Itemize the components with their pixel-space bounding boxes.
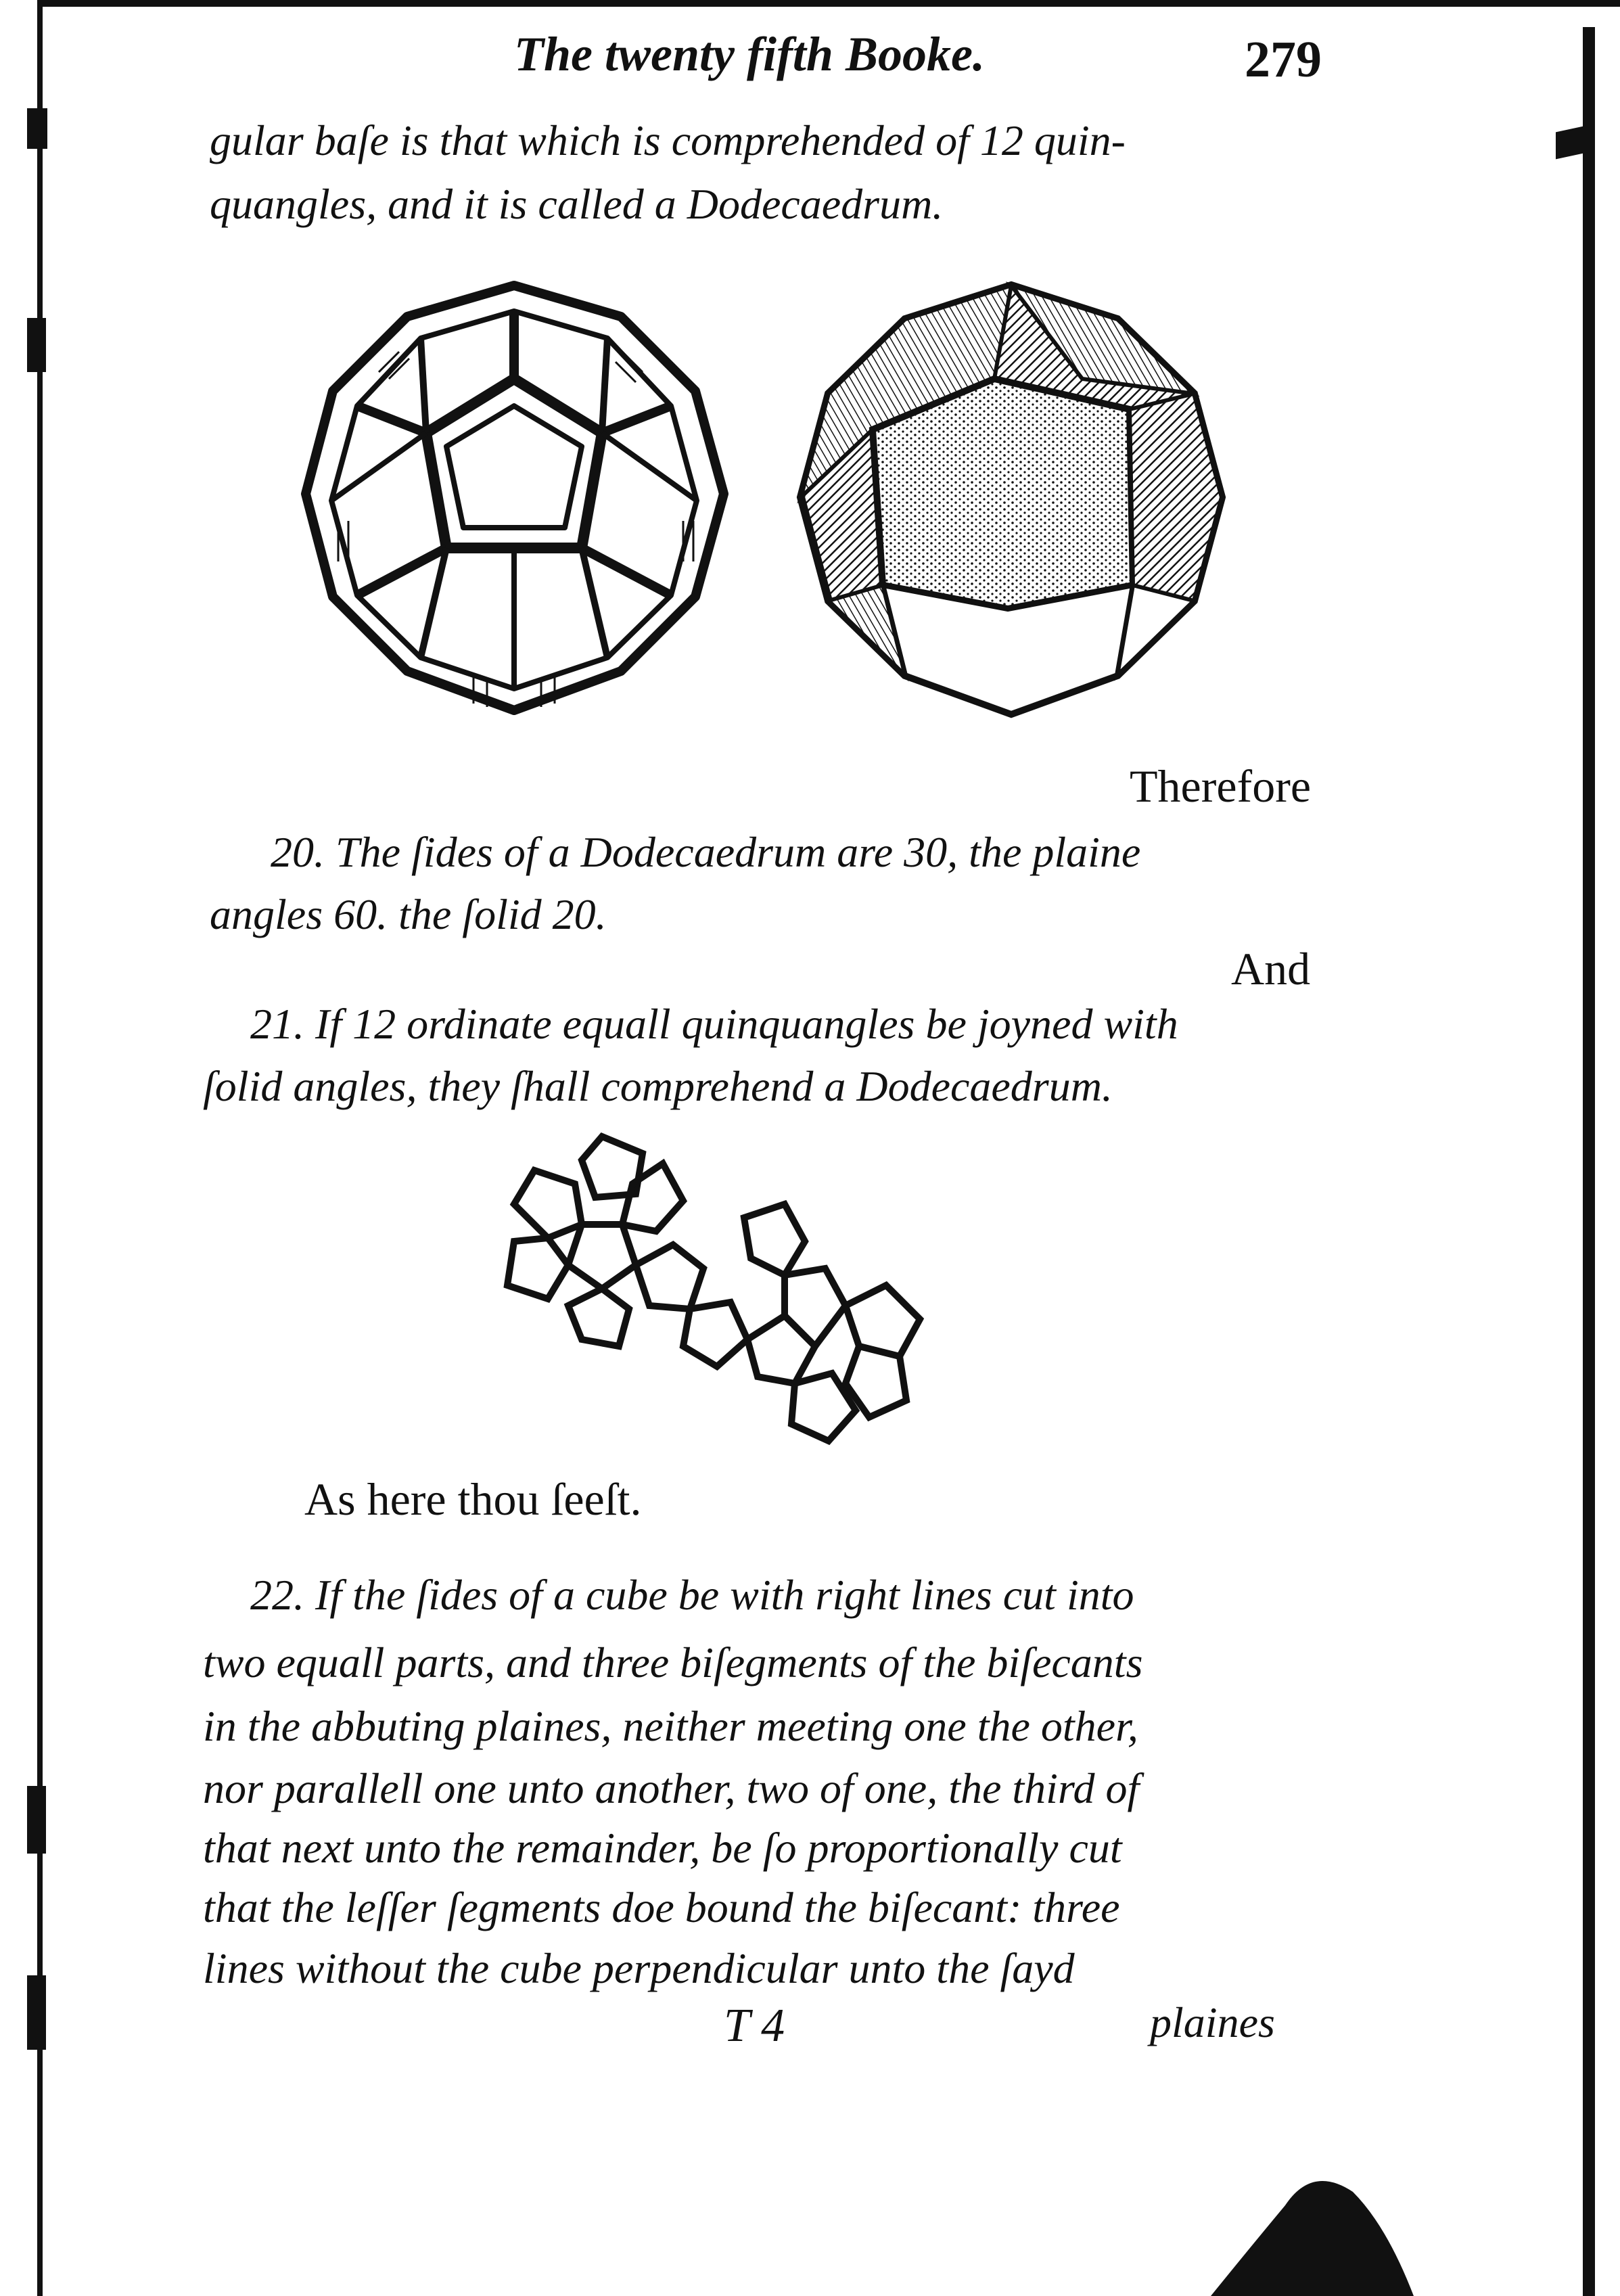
left-edge-mark — [27, 318, 46, 372]
proposition-20-line: 20. The ſides of a Dodecaedrum are 30, the plaine — [271, 828, 1141, 876]
left-edge-mark — [27, 1975, 46, 2050]
proposition-22-line: that next unto the remainder, be ſo proportionally cut — [203, 1824, 1122, 1872]
intro-line: quangles, and it is called a Dodecaedrum. — [210, 180, 944, 228]
proposition-22-line: nor parallell one unto another, two of one, the third of — [203, 1764, 1140, 1812]
proposition-22-line: 22. If the ſides of a cube be with right lines cut into — [250, 1571, 1134, 1619]
proposition-22-line: two equall parts, and three biſegments of the biſecants — [203, 1638, 1143, 1686]
left-edge-mark — [27, 108, 47, 149]
proposition-21-line: 21. If 12 ordinate equall quinquangles be joyned with — [250, 1000, 1178, 1048]
page-frame-right — [1583, 27, 1595, 2296]
dodecahedron-net-illustration — [487, 1123, 961, 1461]
ink-blot — [1211, 2165, 1414, 2296]
proposition-20-line: angles 60. the ſolid 20. — [210, 890, 607, 938]
catchword-therefore: Therefore — [1130, 760, 1312, 812]
figure-caption: As here thou ſeeſt. — [304, 1473, 642, 1525]
running-title: The twenty fifth Booke. — [514, 27, 985, 81]
page-number: 279 — [1245, 31, 1322, 88]
signature-mark: T 4 — [724, 2000, 785, 2052]
proposition-22-line: that the leſſer ſegments doe bound the biſecant: three — [203, 1883, 1120, 1931]
page-frame-top — [37, 0, 1620, 7]
proposition-22-line: lines without the cube perpendicular unto the ſayd — [203, 1944, 1075, 1992]
proposition-21-line: ſolid angles, they ſhall comprehend a Dodecaedrum. — [203, 1062, 1113, 1110]
catchword-and: And — [1231, 943, 1311, 994]
catchword-plaines: plaines — [1150, 1998, 1275, 2046]
solid-dodecahedron-illustration — [791, 277, 1231, 724]
left-edge-mark — [27, 1786, 46, 1854]
intro-line: gular baſe is that which is comprehended of 12 quin- — [210, 116, 1126, 164]
proposition-22-line: in the abbuting plaines, neither meeting one the other, — [203, 1702, 1138, 1750]
skeletal-dodecahedron-illustration — [298, 277, 731, 724]
